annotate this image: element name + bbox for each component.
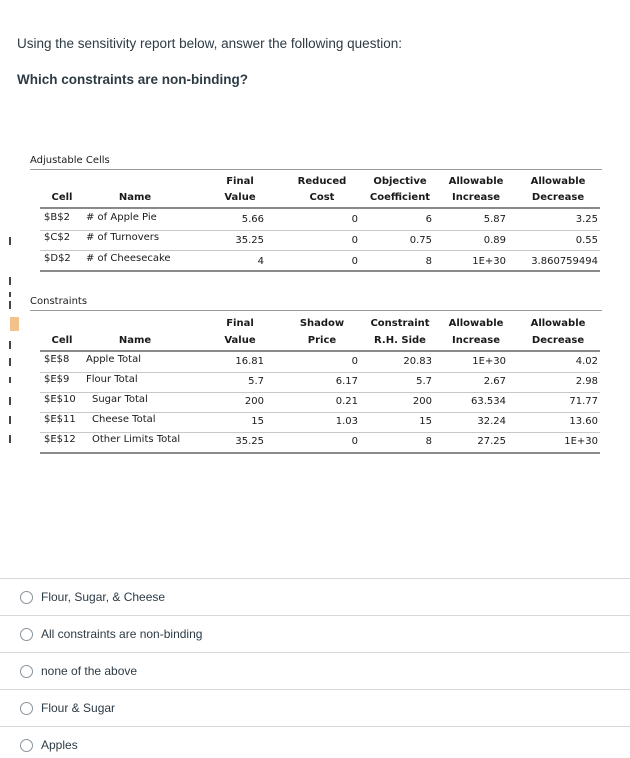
allowable-increase: 2.67 (483, 376, 506, 387)
cell-ref: $E$11 (44, 414, 76, 425)
final-value: 5.7 (248, 376, 264, 387)
radio-button[interactable] (20, 628, 33, 641)
allowable-increase: 27.25 (477, 436, 506, 447)
answer-option[interactable] (0, 726, 630, 758)
allowable-decrease: 3.25 (575, 214, 598, 225)
shadow-price: 0 (351, 356, 358, 367)
allowable-increase: 0.89 (483, 235, 506, 246)
shadow-price: 0.21 (335, 396, 358, 407)
answer-option-label: none of the above (41, 664, 138, 678)
header-final-2: Value (224, 335, 256, 346)
cell-ref: $E$10 (44, 394, 76, 405)
cell-ref: $B$2 (44, 212, 70, 223)
final-value: 5.66 (241, 214, 264, 225)
cell-ref: $C$2 (44, 232, 71, 243)
allowable-decrease: 0.55 (575, 235, 598, 246)
constraint-rhs: 15 (419, 416, 432, 427)
spreadsheet-row-gutter (0, 140, 22, 470)
header-final-1: Final (226, 318, 254, 329)
header-decrease-2: Decrease (531, 335, 585, 346)
reduced-cost: 0 (351, 214, 358, 225)
answer-option[interactable] (0, 578, 630, 615)
header-objective-1: Objective (373, 176, 427, 187)
header-decrease-2: Decrease (531, 192, 585, 203)
answer-option-label: Apples (41, 738, 78, 752)
header-rhs-2: R.H. Side (374, 335, 426, 346)
constraints-title: Constraints (30, 296, 88, 307)
header-cell: Cell (51, 335, 73, 346)
cell-name: Apple Total (86, 354, 141, 365)
allowable-decrease: 4.02 (575, 356, 598, 367)
header-increase-1: Allowable (448, 176, 504, 187)
question-intro: Using the sensitivity report below, answer the following question: (17, 36, 402, 51)
cell-name: Other Limits Total (92, 434, 181, 445)
final-value: 35.25 (235, 436, 264, 447)
allowable-decrease: 13.60 (569, 416, 598, 427)
allowable-increase: 1E+30 (472, 356, 506, 367)
radio-button[interactable] (20, 665, 33, 678)
cell-name: # of Cheesecake (86, 253, 171, 264)
allowable-increase: 63.534 (471, 396, 506, 407)
radio-button[interactable] (20, 591, 33, 604)
header-increase-2: Increase (452, 335, 500, 346)
shadow-price: 1.03 (335, 416, 358, 427)
header-final-1: Final (226, 176, 254, 187)
answer-option[interactable] (0, 615, 630, 652)
final-value: 15 (251, 416, 264, 427)
answer-option[interactable] (0, 689, 630, 726)
cell-name: # of Turnovers (86, 232, 160, 243)
header-increase-2: Increase (452, 192, 500, 203)
cell-ref: $E$8 (44, 354, 70, 365)
header-shadow-2: Price (307, 335, 337, 346)
answer-option-label: Flour & Sugar (41, 701, 116, 715)
radio-button[interactable] (20, 702, 33, 715)
cell-ref: $D$2 (44, 253, 71, 264)
constraint-rhs: 5.7 (416, 376, 432, 387)
answer-option-label: Flour, Sugar, & Cheese (41, 590, 166, 604)
cell-ref: $E$12 (44, 434, 76, 445)
header-objective-2: Coefficient (369, 192, 431, 203)
allowable-increase: 5.87 (483, 214, 506, 225)
objective-coefficient: 0.75 (409, 235, 432, 246)
reduced-cost: 0 (351, 256, 358, 267)
header-decrease-1: Allowable (530, 176, 586, 187)
cell-name: Flour Total (86, 374, 138, 385)
shadow-price: 0 (351, 436, 358, 447)
header-reduced-1: Reduced (297, 176, 347, 187)
header-final-2: Value (224, 192, 256, 203)
allowable-decrease: 71.77 (569, 396, 598, 407)
header-shadow-1: Shadow (299, 318, 345, 329)
allowable-decrease: 2.98 (575, 376, 598, 387)
objective-coefficient: 6 (425, 214, 432, 225)
header-rhs-1: Constraint (370, 318, 430, 329)
header-name: Name (118, 192, 152, 203)
cell-name: Cheese Total (92, 414, 156, 425)
radio-button[interactable] (20, 739, 33, 752)
constraint-rhs: 20.83 (403, 356, 432, 367)
header-decrease-1: Allowable (530, 318, 586, 329)
reduced-cost: 0 (351, 235, 358, 246)
cell-ref: $E$9 (44, 374, 70, 385)
header-increase-1: Allowable (448, 318, 504, 329)
question-prompt: Which constraints are non-binding? (17, 72, 248, 87)
constraint-rhs: 8 (425, 436, 432, 447)
allowable-increase: 32.24 (477, 416, 506, 427)
final-value: 16.81 (235, 356, 264, 367)
adjustable-cells-title: Adjustable Cells (30, 155, 110, 166)
header-name: Name (118, 335, 152, 346)
cell-name: # of Apple Pie (86, 212, 157, 223)
objective-coefficient: 8 (425, 256, 432, 267)
cell-name: Sugar Total (92, 394, 148, 405)
answer-option-label: All constraints are non-binding (41, 627, 203, 641)
sensitivity-report-image (0, 140, 630, 470)
final-value: 35.25 (235, 235, 264, 246)
constraint-rhs: 200 (412, 396, 432, 407)
allowable-decrease: 3.860759494 (531, 256, 598, 267)
header-reduced-2: Cost (309, 192, 335, 203)
final-value: 4 (257, 256, 264, 267)
answer-option[interactable] (0, 652, 630, 689)
header-cell: Cell (51, 192, 73, 203)
shadow-price: 6.17 (335, 376, 358, 387)
allowable-increase: 1E+30 (472, 256, 506, 267)
final-value: 200 (244, 396, 264, 407)
allowable-decrease: 1E+30 (564, 436, 598, 447)
